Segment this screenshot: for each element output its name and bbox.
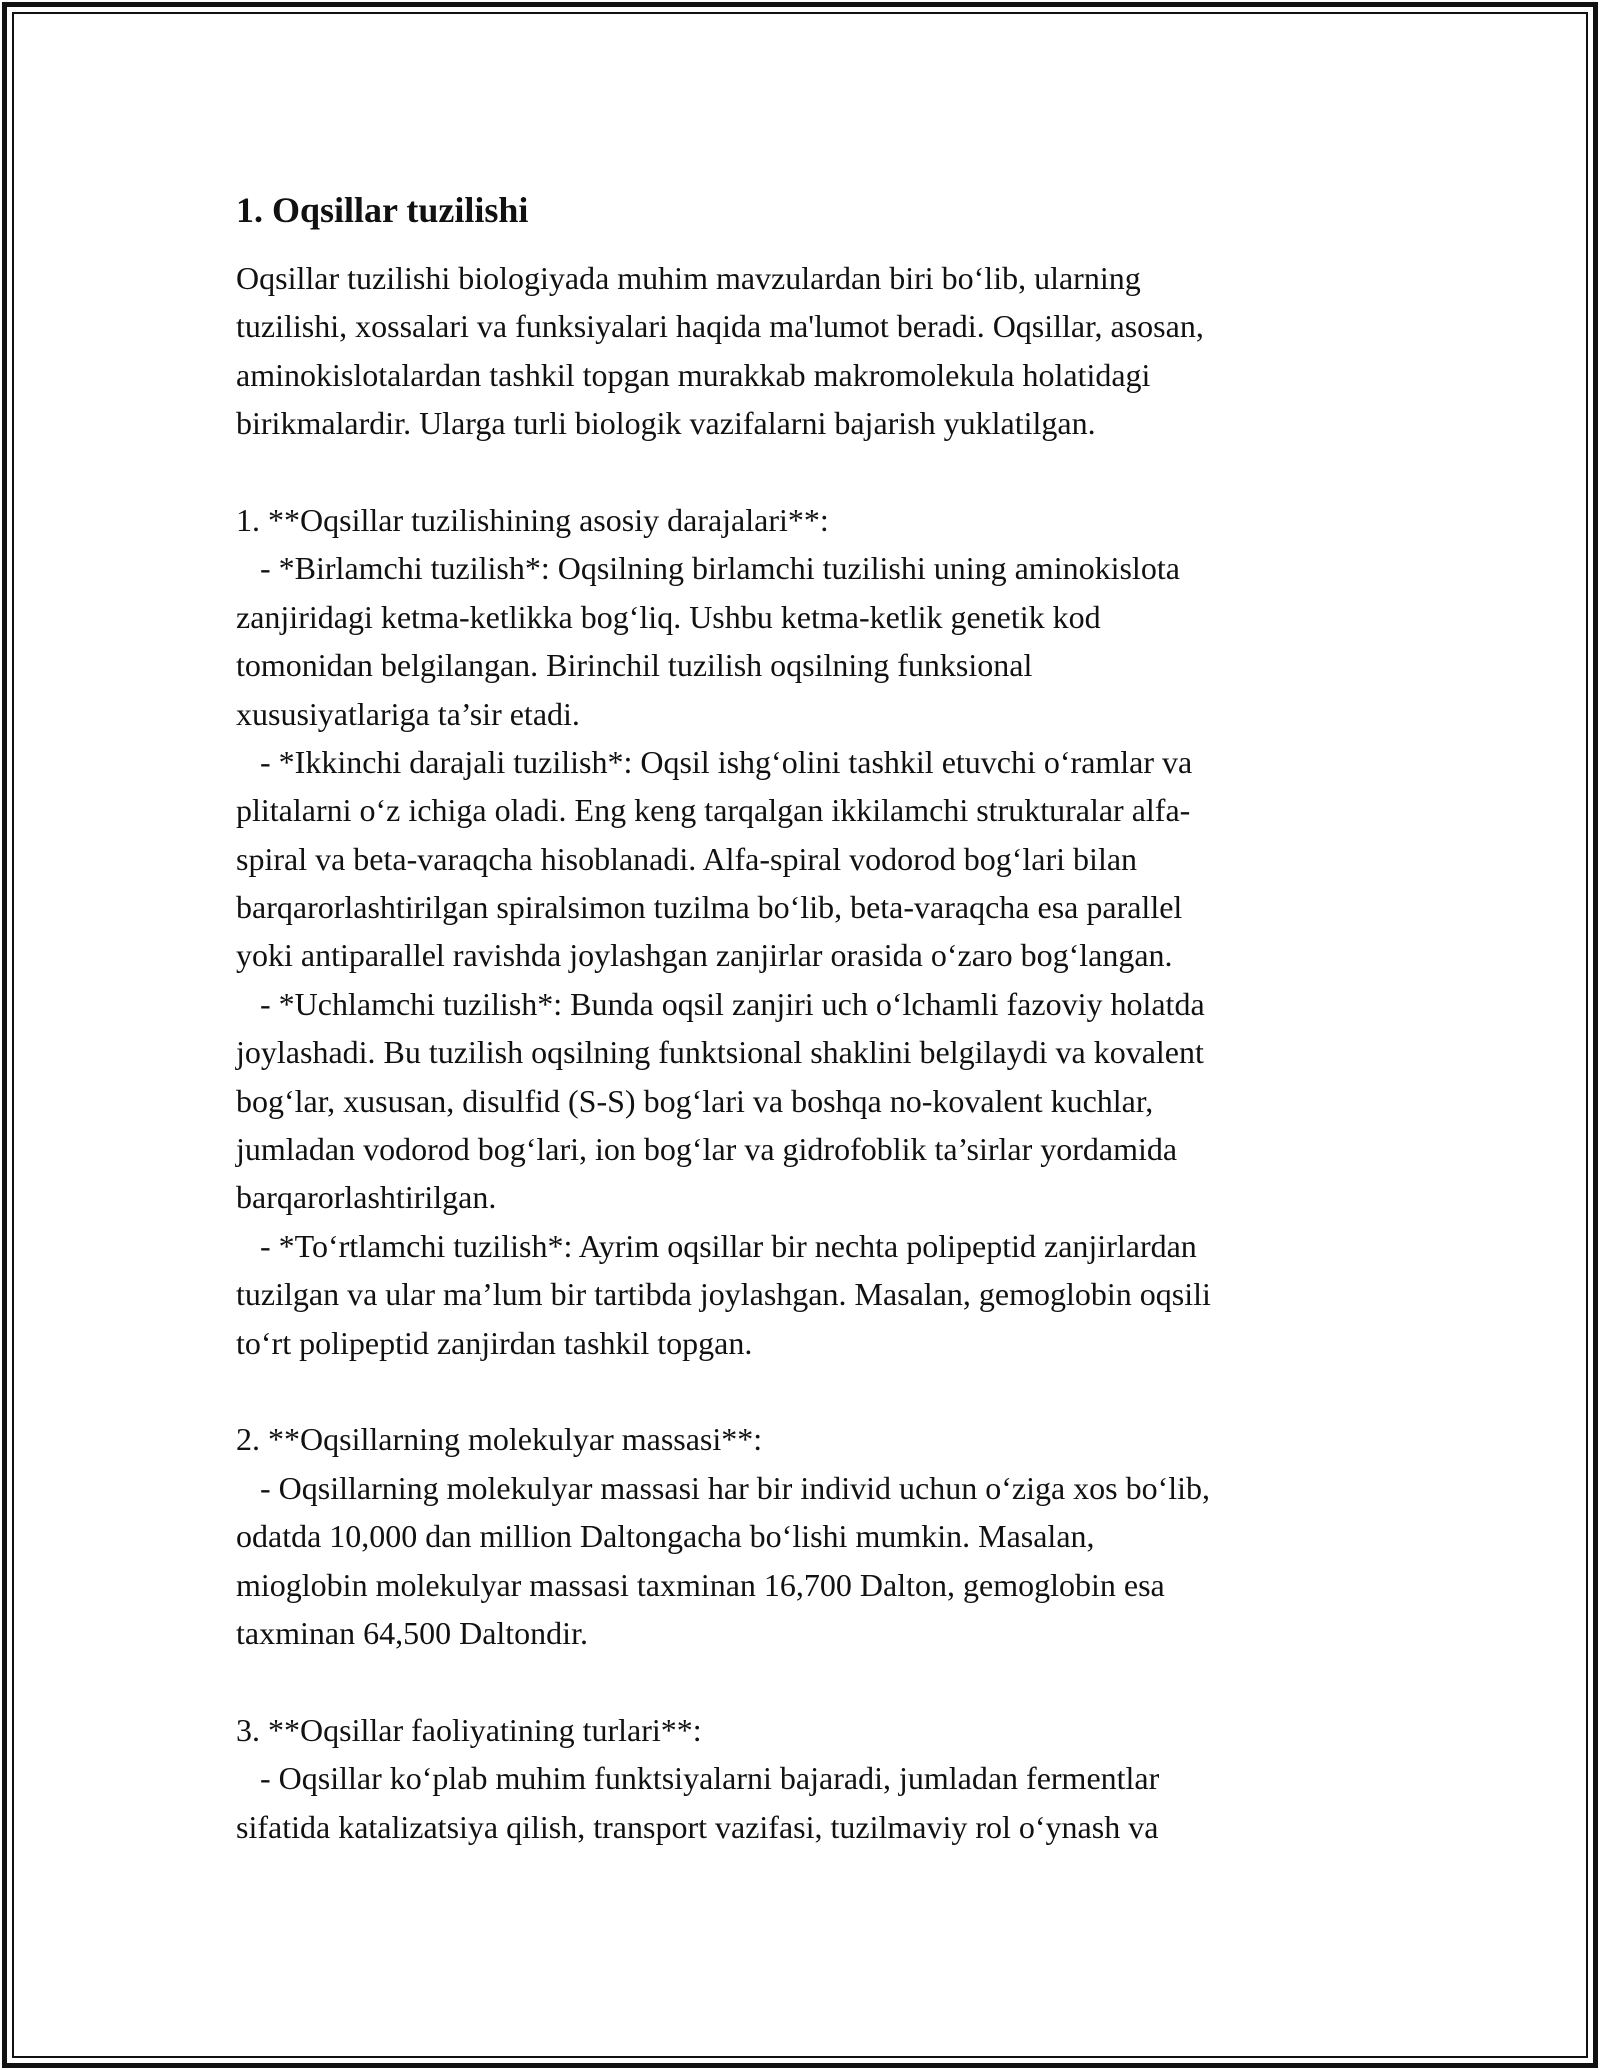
text-line: - *To‘rtlamchi tuzilish*: Ayrim oqsillar bir nechta polipeptid zanjirlardan <box>236 1227 1197 1264</box>
text-line: plitalarni o‘z ichiga oladi. Eng keng tarqalgan ikkilamchi strukturalar alfa- <box>236 792 1191 829</box>
text-line: spiral va beta-varaqcha hisoblanadi. Alfa-spiral vodorod bog‘lari bilan <box>236 840 1138 877</box>
text-line: - Oqsillarning molekulyar massasi har bir individ uchun o‘ziga xos bo‘lib, <box>236 1469 1211 1506</box>
text-line: zanjiridagi ketma-ketlikka bog‘liq. Ushbu ketma-ketlik genetik kod <box>236 598 1101 635</box>
text-line: tomonidan belgilangan. Birinchil tuzilish oqsilning funksional <box>236 647 1033 684</box>
text-line: mioglobin molekulyar massasi taxminan 16,700 Dalton, gemoglobin esa <box>236 1566 1165 1603</box>
text-line: tuzilgan va ular ma’lum bir tartibda joylashgan. Masalan, gemoglobin oqsili <box>236 1276 1211 1313</box>
document-body <box>236 186 1361 1851</box>
text-line: - *Ikkinchi darajali tuzilish*: Oqsil ishg‘olini tashkil etuvchi o‘ramlar va <box>236 743 1193 780</box>
text-line: to‘rt polipeptid zanjirdan tashkil topgan. <box>236 1324 753 1361</box>
document-text <box>236 254 1361 1851</box>
text-line: aminokislotalardan tashkil topgan murakkab makromolekula holatidagi <box>236 356 1151 393</box>
text-line: 2. **Oqsillarning molekulyar massasi**: <box>236 1421 763 1458</box>
text-line: taxminan 64,500 Daltondir. <box>236 1614 588 1651</box>
section-heading: 1. Oqsillar tuzilishi <box>236 190 529 230</box>
text-line: 1. **Oqsillar tuzilishining asosiy darajalari**: <box>236 501 829 538</box>
text-line: barqarorlashtirilgan. <box>236 1179 497 1216</box>
text-line: joylashadi. Bu tuzilish oqsilning funktsional shaklini belgilaydi va kovalent <box>236 1034 1204 1071</box>
blank-line <box>236 448 1361 496</box>
text-line: birikmalardir. Ularga turli biologik vazifalarni bajarish yuklatilgan. <box>236 405 1096 442</box>
text-line: xususiyatlariga ta’sir etadi. <box>236 695 580 732</box>
text-line: sifatida katalizatsiya qilish, transport vazifasi, tuzilmaviy rol o‘ynash va <box>236 1808 1159 1845</box>
text-line: Oqsillar tuzilishi biologiyada muhim mavzulardan biri bo‘lib, ularning <box>236 260 1141 296</box>
text-line: bog‘lar, xususan, disulfid (S-S) bog‘lari va boshqa no-kovalent kuchlar, <box>236 1082 1154 1119</box>
text-line: - *Uchlamchi tuzilish*: Bunda oqsil zanjiri uch o‘lchamli fazoviy holatda <box>236 985 1205 1022</box>
blank-line <box>236 1367 1361 1415</box>
text-line: jumladan vodorod bog‘lari, ion bog‘lar va gidrofoblik ta’sirlar yordamida <box>236 1131 1178 1168</box>
text-line: tuzilishi, xossalari va funksiyalari haqida ma'lumot beradi. Oqsillar, asosan, <box>236 308 1204 345</box>
text-line: - Oqsillar ko‘plab muhim funktsiyalarni bajaradi, jumladan fermentlar <box>236 1760 1160 1797</box>
text-line: 3. **Oqsillar faoliyatining turlari**: <box>236 1711 702 1748</box>
text-line: odatda 10,000 dan million Daltongacha bo‘lishi mumkin. Masalan, <box>236 1518 1095 1555</box>
text-line: - *Birlamchi tuzilish*: Oqsilning birlamchi tuzilishi uning aminokislota <box>236 550 1180 587</box>
text-line: barqarorlashtirilgan spiralsimon tuzilma bo‘lib, beta-varaqcha esa parallel <box>236 889 1183 926</box>
blank-line <box>236 1657 1361 1705</box>
text-line: yoki antiparallel ravishda joylashgan zanjirlar orasida o‘zaro bog‘langan. <box>236 937 1173 974</box>
